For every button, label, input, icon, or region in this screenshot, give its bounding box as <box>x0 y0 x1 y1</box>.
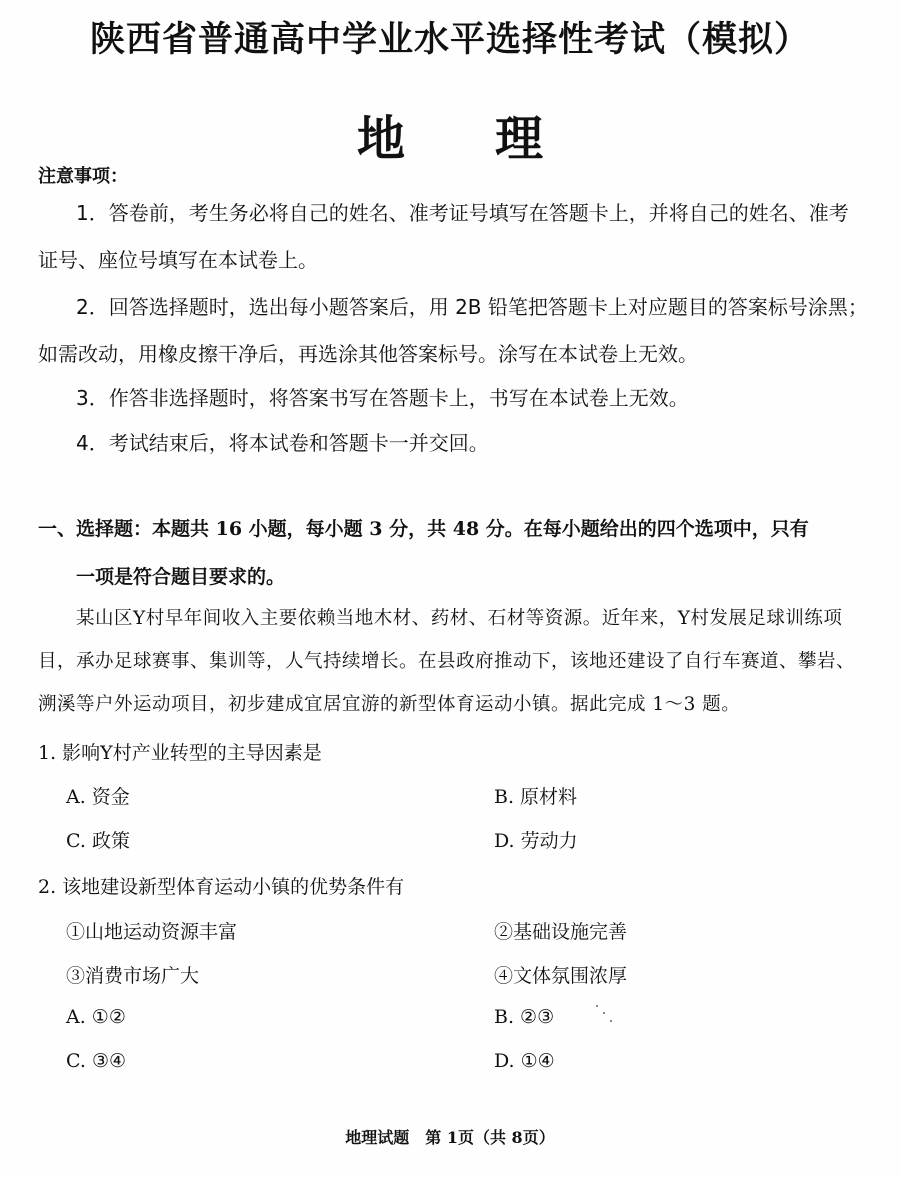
question-2-option-a: A. ①② <box>66 1006 126 1028</box>
question-2-stem: 2. 该地建设新型体育运动小镇的优势条件有 <box>38 876 405 898</box>
notice-item-4: 4．考试结束后，将本试卷和答题卡一并交回。 <box>76 431 489 455</box>
subject-title <box>0 100 900 169</box>
page-footer: 地理试题 第 1页（共 8页） <box>345 1128 555 1147</box>
scan-speck <box>610 1020 612 1022</box>
section-heading-line-2: 一项是符合题目要求的。 <box>76 566 286 588</box>
question-2-condition-1: ①山地运动资源丰富 <box>66 921 238 943</box>
question-1-option-d: D. 劳动力 <box>494 830 578 852</box>
question-1-option-b: B. 原材料 <box>494 786 578 808</box>
notice-item-1: 1．答卷前，考生务必将自己的姓名、准考证号填写在答题卡上，并将自己的姓名、准考证号、座位号填写在本试卷上。 <box>38 201 849 272</box>
question-2-option-b: B. ②③ <box>494 1006 555 1028</box>
subject-title-left: 地 <box>356 111 405 167</box>
section-heading <box>38 505 868 601</box>
question-2-condition-2: ②基础设施完善 <box>494 921 628 943</box>
section-heading-line-1: 一、选择题：本题共 16 小题，每小题 3 分，共 48 分。在每小题给出的四个选项中，只有 <box>38 518 809 540</box>
question-2-option-c: C. ③④ <box>66 1050 127 1072</box>
question-2-condition-3: ③消费市场广大 <box>66 965 200 987</box>
scan-speck <box>603 1012 605 1014</box>
question-1-stem: 1. 影响Y村产业转型的主导因素是 <box>38 742 322 764</box>
reading-passage: 某山区Y村早年间收入主要依赖当地木材、药材、石材等资源。近年来，Y村发展足球训练项目，承办足球赛事、集训等，人气持续增长。在县政府推动下，该地还建设了自行车赛道、攀岩、溯溪等户外运动项目，初步建成宜居宜游的新型体育运动小镇。据此完成 1～3 题。 <box>38 608 856 715</box>
notice-heading: 注意事项： <box>38 166 128 187</box>
question-1-option-a: A. 资金 <box>66 786 130 808</box>
notice-item-3: 3．作答非选择题时，将答案书写在答题卡上，书写在本试卷上无效。 <box>76 386 689 410</box>
exam-title: 陕西省普通高中学业水平选择性考试（模拟） <box>89 20 810 60</box>
question-2-condition-4: ④文体氛围浓厚 <box>494 965 628 987</box>
question-1-option-c: C. 政策 <box>66 830 130 852</box>
question-2-option-d: D. ①④ <box>494 1050 555 1072</box>
notice-item-2: 2．回答选择题时，选出每小题答案后，用 2B 铅笔把答题卡上对应题目的答案标号涂黑；如需改动，用橡皮擦干净后，再选涂其他答案标号。涂写在本试卷上无效。 <box>38 295 868 366</box>
scan-speck <box>596 1005 598 1007</box>
subject-title-right: 理 <box>495 111 544 167</box>
